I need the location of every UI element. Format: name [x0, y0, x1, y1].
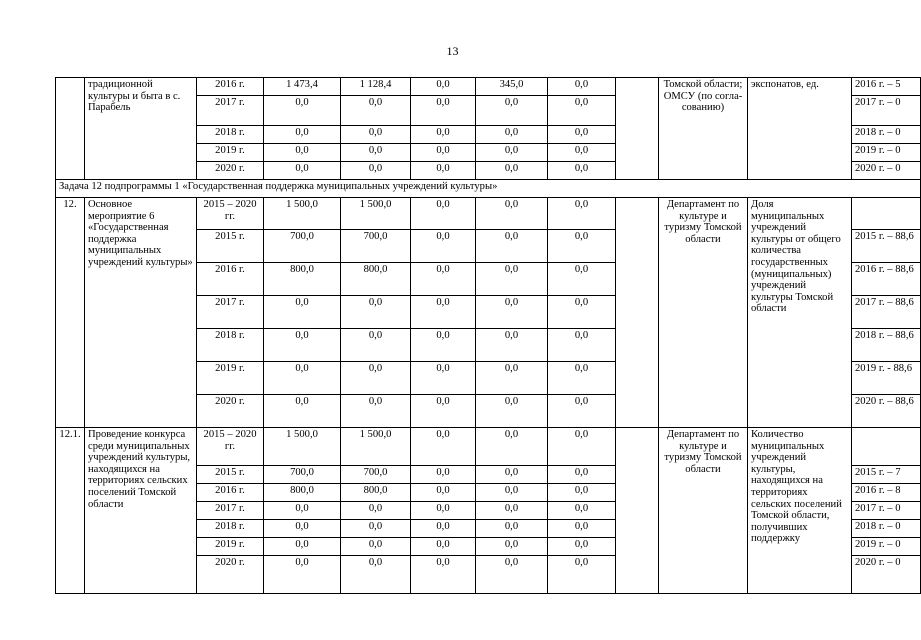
period-cell: 2016 г.: [197, 263, 264, 296]
period-cell: 2017 г.: [197, 96, 264, 126]
extra-value: 0,0: [548, 520, 616, 538]
extra-value: 0,0: [548, 144, 616, 162]
period-cell: 2020 г.: [197, 395, 264, 428]
federal-value: 0,0: [341, 96, 411, 126]
federal-value: 0,0: [341, 162, 411, 180]
extra-value: 0,0: [548, 162, 616, 180]
regional-value: 0,0: [411, 556, 476, 594]
federal-value: 0,0: [341, 296, 411, 329]
local-value: 0,0: [476, 484, 548, 502]
regional-value: 0,0: [411, 538, 476, 556]
federal-value: 0,0: [341, 556, 411, 594]
result-value: 2018 г. – 88,6: [852, 329, 921, 362]
regional-value: 0,0: [411, 198, 476, 230]
extra-value: 0,0: [548, 230, 616, 263]
regional-value: 0,0: [411, 144, 476, 162]
extra-value: 0,0: [548, 502, 616, 520]
period-cell: 2015 г.: [197, 230, 264, 263]
local-value: 0,0: [476, 520, 548, 538]
result-value: 2018 г. – 0: [852, 520, 921, 538]
period-cell: 2015 – 2020 гг.: [197, 428, 264, 466]
activity-name: Проведение конкурса среди муниципальных учреждений культуры, находящихся на территориях сельских поселений Томской области: [85, 428, 197, 594]
regional-value: 0,0: [411, 126, 476, 144]
regional-value: 0,0: [411, 502, 476, 520]
local-value: 0,0: [476, 263, 548, 296]
spacer-cell: [616, 198, 659, 428]
local-value: 0,0: [476, 198, 548, 230]
extra-value: 0,0: [548, 96, 616, 126]
federal-value: 0,0: [341, 395, 411, 428]
local-value: 0,0: [476, 230, 548, 263]
spacer-cell: [616, 428, 659, 594]
period-cell: 2018 г.: [197, 329, 264, 362]
result-value: 2016 г. – 88,6: [852, 263, 921, 296]
federal-value: 1 500,0: [341, 428, 411, 466]
regional-value: 0,0: [411, 466, 476, 484]
total-value: 0,0: [264, 395, 341, 428]
row-number: [56, 78, 85, 180]
total-value: 0,0: [264, 329, 341, 362]
result-value: 2020 г. – 88,6: [852, 395, 921, 428]
total-value: 0,0: [264, 520, 341, 538]
federal-value: 1 128,4: [341, 78, 411, 96]
result-value: [852, 428, 921, 466]
result-value: 2017 г. – 0: [852, 502, 921, 520]
regional-value: 0,0: [411, 484, 476, 502]
local-value: 0,0: [476, 126, 548, 144]
result-value: 2020 г. – 0: [852, 556, 921, 594]
total-value: 800,0: [264, 263, 341, 296]
regional-value: 0,0: [411, 428, 476, 466]
table-row: [56, 428, 921, 466]
executor-cell: Департамент по культуре и туризму Томской области: [659, 198, 748, 428]
extra-value: 0,0: [548, 538, 616, 556]
result-value: [852, 198, 921, 230]
total-value: 700,0: [264, 230, 341, 263]
period-cell: 2017 г.: [197, 502, 264, 520]
result-value: 2020 г. – 0: [852, 162, 921, 180]
local-value: 0,0: [476, 162, 548, 180]
extra-value: 0,0: [548, 362, 616, 395]
indicator-cell: Количество муниципальных учреждений культуры, находящихся на территориях сельских поселений Томской области, получивших поддержку: [748, 428, 852, 594]
federal-value: 0,0: [341, 126, 411, 144]
federal-value: 0,0: [341, 329, 411, 362]
total-value: 800,0: [264, 484, 341, 502]
total-value: 0,0: [264, 538, 341, 556]
total-value: 0,0: [264, 144, 341, 162]
result-value: 2019 г. – 0: [852, 144, 921, 162]
local-value: 0,0: [476, 502, 548, 520]
regional-value: 0,0: [411, 329, 476, 362]
period-cell: 2016 г.: [197, 78, 264, 96]
local-value: 0,0: [476, 144, 548, 162]
regional-value: 0,0: [411, 362, 476, 395]
federal-value: 1 500,0: [341, 198, 411, 230]
federal-value: 700,0: [341, 230, 411, 263]
total-value: 1 500,0: [264, 198, 341, 230]
result-value: 2017 г. – 88,6: [852, 296, 921, 329]
result-value: 2019 г. – 0: [852, 538, 921, 556]
result-value: 2018 г. – 0: [852, 126, 921, 144]
extra-value: 0,0: [548, 263, 616, 296]
period-cell: 2018 г.: [197, 520, 264, 538]
extra-value: 0,0: [548, 126, 616, 144]
activity-name: Основное мероприятие 6 «Государственная поддержка муниципальных учреждений культуры»: [85, 198, 197, 428]
row-number: 12.1.: [56, 428, 85, 594]
task-row: [56, 180, 921, 198]
spacer-cell: [616, 78, 659, 180]
federal-value: 0,0: [341, 538, 411, 556]
extra-value: 0,0: [548, 78, 616, 96]
result-value: 2019 г. - 88,6: [852, 362, 921, 395]
total-value: 1 500,0: [264, 428, 341, 466]
regional-value: 0,0: [411, 296, 476, 329]
extra-value: 0,0: [548, 198, 616, 230]
result-value: 2017 г. – 0: [852, 96, 921, 126]
federal-value: 800,0: [341, 263, 411, 296]
local-value: 0,0: [476, 362, 548, 395]
federal-value: 0,0: [341, 362, 411, 395]
extra-value: 0,0: [548, 329, 616, 362]
indicator-cell: Доля муниципальных учреждений культуры от общего количества государственных (муниципальных) учреждений культуры Томской области: [748, 198, 852, 428]
period-cell: 2019 г.: [197, 362, 264, 395]
federal-value: 700,0: [341, 466, 411, 484]
period-cell: 2018 г.: [197, 126, 264, 144]
indicator-cell: экспонатов, ед.: [748, 78, 852, 180]
regional-value: 0,0: [411, 96, 476, 126]
row-number: 12.: [56, 198, 85, 428]
regional-value: 0,0: [411, 230, 476, 263]
period-cell: 2015 – 2020 гг.: [197, 198, 264, 230]
local-value: 0,0: [476, 538, 548, 556]
federal-value: 0,0: [341, 502, 411, 520]
task-title: Задача 12 подпрограммы 1 «Государственная поддержка муниципальных учреждений культуры»: [56, 180, 921, 198]
extra-value: 0,0: [548, 395, 616, 428]
total-value: 0,0: [264, 502, 341, 520]
result-value: 2015 г. – 7: [852, 466, 921, 484]
period-cell: 2019 г.: [197, 144, 264, 162]
extra-value: 0,0: [548, 428, 616, 466]
executor-cell: Томской области; ОМСУ (по согла-сованию): [659, 78, 748, 180]
local-value: 0,0: [476, 329, 548, 362]
total-value: 0,0: [264, 362, 341, 395]
period-cell: 2019 г.: [197, 538, 264, 556]
regional-value: 0,0: [411, 520, 476, 538]
total-value: 0,0: [264, 162, 341, 180]
extra-value: 0,0: [548, 556, 616, 594]
federal-value: 800,0: [341, 484, 411, 502]
regional-value: 0,0: [411, 162, 476, 180]
total-value: 0,0: [264, 96, 341, 126]
local-value: 0,0: [476, 428, 548, 466]
local-value: 0,0: [476, 556, 548, 594]
result-value: 2016 г. – 5: [852, 78, 921, 96]
total-value: 700,0: [264, 466, 341, 484]
regional-value: 0,0: [411, 263, 476, 296]
local-value: 0,0: [476, 96, 548, 126]
period-cell: 2017 г.: [197, 296, 264, 329]
period-cell: 2020 г.: [197, 556, 264, 594]
federal-value: 0,0: [341, 144, 411, 162]
total-value: 1 473,4: [264, 78, 341, 96]
period-cell: 2015 г.: [197, 466, 264, 484]
budget-table-body: [56, 78, 921, 594]
executor-cell: Департамент по культуре и туризму Томской области: [659, 428, 748, 594]
table-row: [56, 78, 921, 96]
activity-name: традиционной культуры и быта в с. Парабель: [85, 78, 197, 180]
table-row: [56, 198, 921, 230]
total-value: 0,0: [264, 556, 341, 594]
federal-value: 0,0: [341, 520, 411, 538]
extra-value: 0,0: [548, 296, 616, 329]
local-value: 0,0: [476, 466, 548, 484]
total-value: 0,0: [264, 296, 341, 329]
extra-value: 0,0: [548, 466, 616, 484]
total-value: 0,0: [264, 126, 341, 144]
budget-table: [55, 77, 921, 594]
period-cell: 2016 г.: [197, 484, 264, 502]
extra-value: 0,0: [548, 484, 616, 502]
result-value: 2015 г. – 88,6: [852, 230, 921, 263]
page-number: 13: [446, 44, 459, 58]
local-value: 0,0: [476, 395, 548, 428]
regional-value: 0,0: [411, 395, 476, 428]
period-cell: 2020 г.: [197, 162, 264, 180]
local-value: 345,0: [476, 78, 548, 96]
regional-value: 0,0: [411, 78, 476, 96]
local-value: 0,0: [476, 296, 548, 329]
result-value: 2016 г. – 8: [852, 484, 921, 502]
